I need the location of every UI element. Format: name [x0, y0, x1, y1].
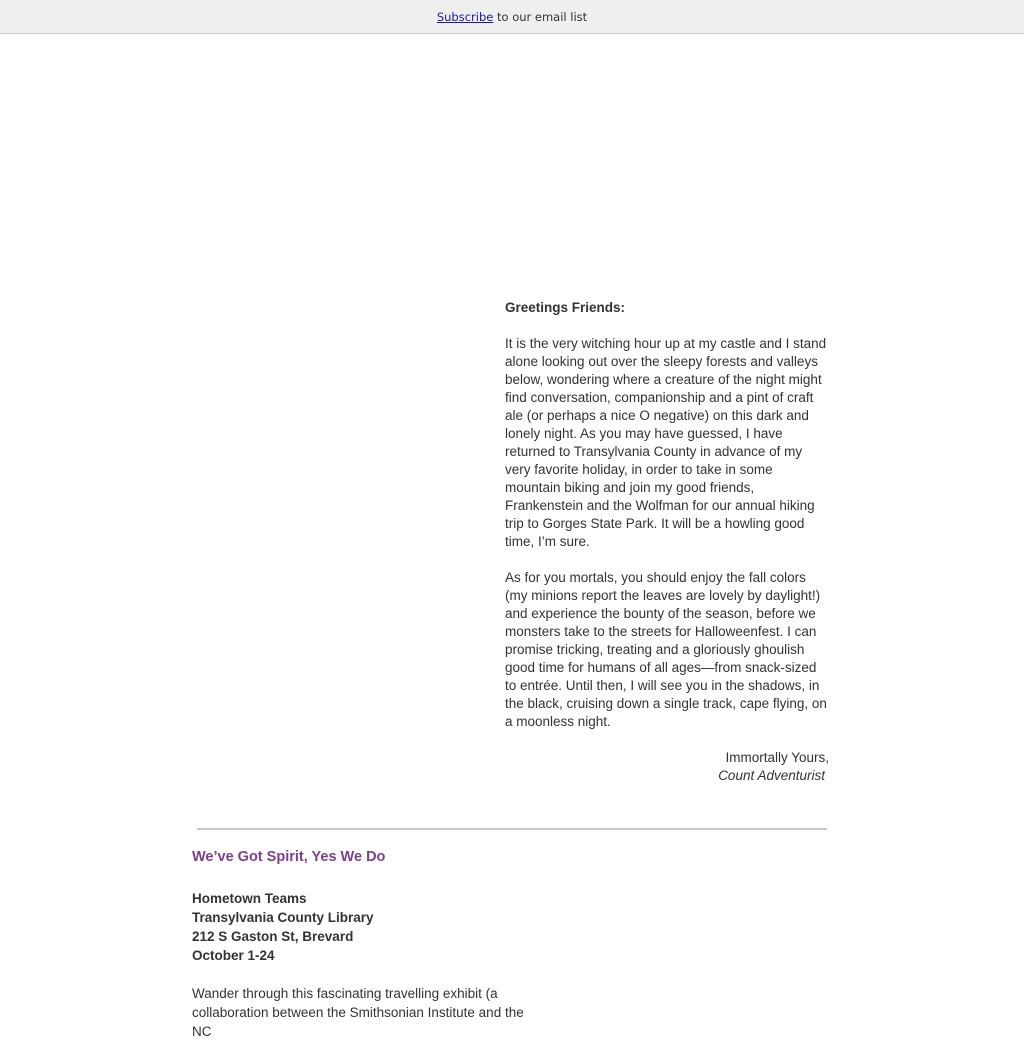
event-section: [192, 847, 552, 1041]
letter-signature: Count Adventurist: [718, 768, 825, 783]
event-heading: We’ve Got Spirit, Yes We Do: [192, 849, 386, 865]
section-divider: [197, 828, 827, 830]
letter-greeting: Greetings Friends:: [505, 300, 626, 315]
event-description: Wander through this fascinating travelling exhibit (a collaboration between the Smithsonian Institute and the NC: [192, 986, 524, 1039]
event-address: 212 S Gaston St, Brevard: [192, 929, 354, 944]
subscribe-suffix: to our email list: [493, 10, 588, 24]
letter-closing: Immortally Yours,: [725, 750, 829, 765]
event-venue: Transylvania County Library: [192, 910, 374, 925]
subscribe-bar: [0, 0, 1024, 34]
subscribe-link[interactable]: Subscribe: [436, 10, 494, 24]
welcome-letter: [505, 299, 829, 785]
letter-signoff: [505, 749, 829, 785]
event-dates: October 1-24: [192, 948, 275, 963]
letter-paragraph-1: It is the very witching hour up at my castle and I stand alone looking out over the sleepy forests and valleys below, wondering where a creature of the night might find conversation, companionship and a pint of craft ale (or perhaps a nice O negative) on this dark and lonely night. As you may have guessed, I have returned to Transylvania County in advance of my very favorite holiday, in order to take in some mountain biking and join my good friends, Frankenstein and the Wolfman for our annual hiking trip to Gorges State Park. It will be a howling good time, I’m sure.: [505, 336, 827, 549]
letter-paragraph-2: As for you mortals, you should enjoy the fall colors (my minions report the leaves are lovely by daylight!) and experience the bounty of the season, before we monsters take to the streets for Halloweenfest. I can promise tricking, treating and a gloriously ghoulish good time for humans of all ages—from snack-sized to entrée. Until then, I will see you in the shadows, in the black, cruising down a single track, cape flying, on a moonless night.: [505, 570, 827, 729]
event-details: [192, 889, 552, 965]
event-title: Hometown Teams: [192, 891, 307, 906]
